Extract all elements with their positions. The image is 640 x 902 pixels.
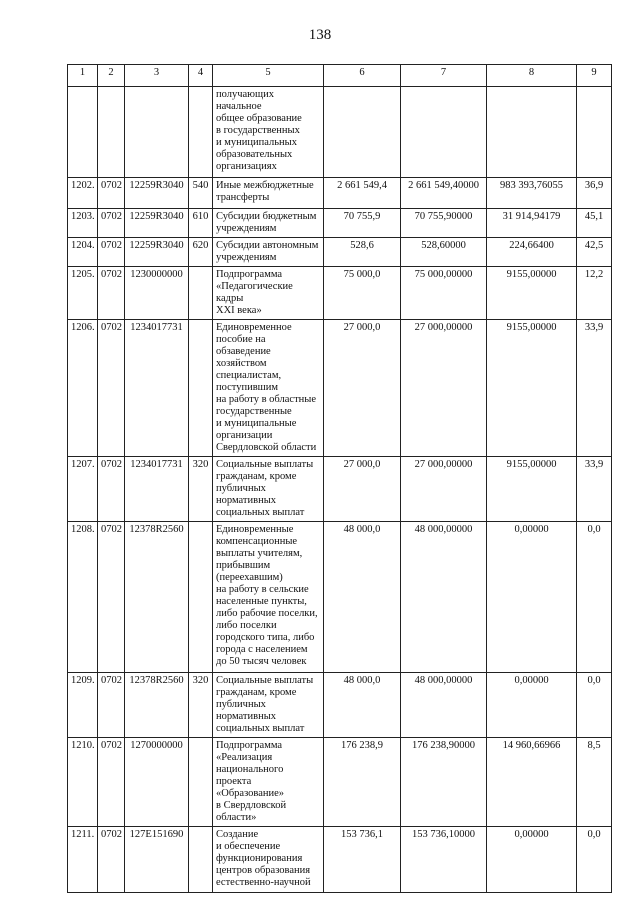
row-number: 1207. [68, 457, 98, 522]
row-number: 1210. [68, 738, 98, 827]
expense-type: 320 [189, 673, 213, 738]
section-code: 0702 [98, 522, 125, 673]
budget-table [67, 64, 612, 893]
target-code: 12259R3040 [125, 209, 189, 238]
column-header: 6 [324, 65, 401, 87]
plan-value: 70 755,9 [324, 209, 401, 238]
percent-value: 0,0 [577, 827, 612, 893]
plan-precise-value: 48 000,00000 [401, 522, 487, 673]
section-code: 0702 [98, 178, 125, 209]
target-code: 1234017731 [125, 320, 189, 457]
row-number: 1203. [68, 209, 98, 238]
plan-precise-value: 75 000,00000 [401, 267, 487, 320]
expense-type: 610 [189, 209, 213, 238]
item-name: получающих начальное общее образование в государственных и муниципальных образовательных организациях [213, 87, 324, 178]
expense-type [189, 522, 213, 673]
item-name: Единовременные компенсационные выплаты учителям, прибывшим (переехавшим) на работу в сельские населенные пункты, либо рабочие поселки, либо поселки городского типа, либо города с населением до 50 тысяч человек [213, 522, 324, 673]
item-name: Субсидии бюджетным учреждениям [213, 209, 324, 238]
expense-type [189, 320, 213, 457]
percent-value: 12,2 [577, 267, 612, 320]
table-row [68, 827, 612, 893]
executed-value: 14 960,66966 [487, 738, 577, 827]
executed-value: 0,00000 [487, 522, 577, 673]
executed-value: 0,00000 [487, 673, 577, 738]
plan-precise-value [401, 87, 487, 178]
row-number: 1206. [68, 320, 98, 457]
item-name: Социальные выплаты гражданам, кроме публичных нормативных социальных выплат [213, 673, 324, 738]
expense-type: 620 [189, 238, 213, 267]
expense-type [189, 87, 213, 178]
percent-value: 33,9 [577, 457, 612, 522]
column-header: 7 [401, 65, 487, 87]
percent-value: 45,1 [577, 209, 612, 238]
row-number: 1202. [68, 178, 98, 209]
expense-type [189, 827, 213, 893]
target-code: 1230000000 [125, 267, 189, 320]
section-code: 0702 [98, 238, 125, 267]
percent-value [577, 87, 612, 178]
section-code [98, 87, 125, 178]
plan-value [324, 87, 401, 178]
section-code: 0702 [98, 209, 125, 238]
item-name: Единовременное пособие на обзаведение хозяйством специалистам, поступившим на работу в областные государственные и муниципальные организации Свердловской области [213, 320, 324, 457]
plan-precise-value: 27 000,00000 [401, 320, 487, 457]
item-name: Субсидии автономным учреждениям [213, 238, 324, 267]
executed-value: 9155,00000 [487, 267, 577, 320]
plan-precise-value: 70 755,90000 [401, 209, 487, 238]
plan-precise-value: 528,60000 [401, 238, 487, 267]
target-code: 127E151690 [125, 827, 189, 893]
column-header: 8 [487, 65, 577, 87]
percent-value: 42,5 [577, 238, 612, 267]
target-code: 12378R2560 [125, 522, 189, 673]
header-row [68, 65, 612, 87]
table-row [68, 673, 612, 738]
plan-value: 528,6 [324, 238, 401, 267]
item-name: Создание и обеспечение функционирования центров образования естественно-научной [213, 827, 324, 893]
expense-type [189, 267, 213, 320]
plan-value: 27 000,0 [324, 320, 401, 457]
section-code: 0702 [98, 320, 125, 457]
item-name: Иные межбюджетные трансферты [213, 178, 324, 209]
row-number: 1209. [68, 673, 98, 738]
target-code [125, 87, 189, 178]
section-code: 0702 [98, 738, 125, 827]
table-row [68, 238, 612, 267]
target-code: 12259R3040 [125, 238, 189, 267]
table-row [68, 522, 612, 673]
plan-value: 48 000,0 [324, 673, 401, 738]
plan-value: 176 238,9 [324, 738, 401, 827]
expense-type [189, 738, 213, 827]
executed-value [487, 87, 577, 178]
section-code: 0702 [98, 457, 125, 522]
executed-value: 224,66400 [487, 238, 577, 267]
item-name: Социальные выплаты гражданам, кроме публичных нормативных социальных выплат [213, 457, 324, 522]
target-code: 12378R2560 [125, 673, 189, 738]
executed-value: 983 393,76055 [487, 178, 577, 209]
plan-value: 48 000,0 [324, 522, 401, 673]
target-code: 1234017731 [125, 457, 189, 522]
plan-precise-value: 2 661 549,40000 [401, 178, 487, 209]
table-row [68, 178, 612, 209]
target-code: 1270000000 [125, 738, 189, 827]
row-number: 1211. [68, 827, 98, 893]
column-header: 5 [213, 65, 324, 87]
percent-value: 8,5 [577, 738, 612, 827]
section-code: 0702 [98, 267, 125, 320]
executed-value: 9155,00000 [487, 457, 577, 522]
column-header: 4 [189, 65, 213, 87]
item-name: Подпрограмма «Педагогические кадры XXI века» [213, 267, 324, 320]
plan-value: 75 000,0 [324, 267, 401, 320]
executed-value: 0,00000 [487, 827, 577, 893]
plan-value: 27 000,0 [324, 457, 401, 522]
plan-precise-value: 153 736,10000 [401, 827, 487, 893]
section-code: 0702 [98, 673, 125, 738]
plan-precise-value: 176 238,90000 [401, 738, 487, 827]
expense-type: 540 [189, 178, 213, 209]
column-header: 3 [125, 65, 189, 87]
row-number: 1205. [68, 267, 98, 320]
item-name: Подпрограмма «Реализация национального проекта «Образование» в Свердловской области» [213, 738, 324, 827]
table-row [68, 267, 612, 320]
section-code: 0702 [98, 827, 125, 893]
row-number: 1204. [68, 238, 98, 267]
row-number: 1208. [68, 522, 98, 673]
expense-type: 320 [189, 457, 213, 522]
page-number: 138 [308, 27, 332, 43]
column-header: 1 [68, 65, 98, 87]
percent-value: 0,0 [577, 673, 612, 738]
percent-value: 0,0 [577, 522, 612, 673]
column-header: 2 [98, 65, 125, 87]
plan-precise-value: 27 000,00000 [401, 457, 487, 522]
plan-value: 153 736,1 [324, 827, 401, 893]
table-row [68, 209, 612, 238]
percent-value: 33,9 [577, 320, 612, 457]
table-row [68, 87, 612, 178]
executed-value: 31 914,94179 [487, 209, 577, 238]
target-code: 12259R3040 [125, 178, 189, 209]
executed-value: 9155,00000 [487, 320, 577, 457]
plan-precise-value: 48 000,00000 [401, 673, 487, 738]
column-header: 9 [577, 65, 612, 87]
table-row [68, 738, 612, 827]
table-row [68, 320, 612, 457]
percent-value: 36,9 [577, 178, 612, 209]
plan-value: 2 661 549,4 [324, 178, 401, 209]
table-row [68, 457, 612, 522]
row-number [68, 87, 98, 178]
